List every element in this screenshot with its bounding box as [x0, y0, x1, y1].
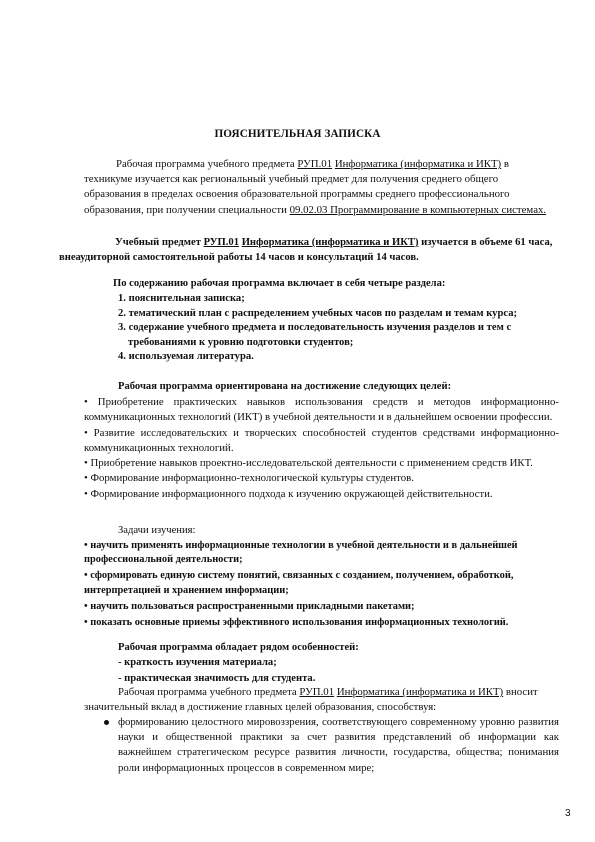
specialty-name: 09.02.03 Программирование в компьютерных системах. — [289, 203, 547, 216]
page-title: ПОЯСНИТЕЛЬНАЯ ЗАПИСКА — [214, 128, 381, 140]
intro-text-2: в техникуме изучается как региональный учебный предмет для получения среднего общего образования в пределах освоения образовательной программы среднего профессионального образования, при получении специальности — [84, 158, 510, 216]
features-list — [118, 655, 558, 687]
sections-list — [118, 292, 558, 365]
list-item: • Приобретение практических навыков использования средств и методов информационно-коммуникационных технологий (ИКТ) в учебной деятельности и в дальнейшем освоении профессии. — [84, 396, 559, 424]
goals-heading: Рабочая программа ориентирована на достижение следующих целей: — [118, 381, 452, 392]
list-item: • сформировать единую систему понятий, связанных с созданием, получением, обработкой, интерпретацией и хранением информации; — [84, 570, 514, 596]
list-item: • Развитие исследовательских и творческих способностей студентов средствами информационно-коммуникационных технологий. — [84, 426, 559, 454]
volume-paragraph: Учебный предмет РУП.01 Информатика (информатика и ИКТ) изучается в объеме 61 часа, внеаудиторной самостоятельной работы 14 часов и консультаций 14 часов. — [59, 237, 553, 263]
list-item: • Формирование информационно-технологической культуры студентов. — [84, 472, 414, 485]
list-item: • Формирование информационного подхода к изучению окружающей действительности. — [84, 487, 493, 500]
list-item: - краткость изучения материала; — [118, 657, 277, 668]
subject-name: Информатика (информатика и ИКТ) — [334, 158, 502, 170]
list-item: • научить пользоваться распространенными прикладными пакетами; — [84, 600, 415, 612]
list-item: требованиями к уровню подготовки студентов; — [128, 336, 354, 348]
contribution-subject-name: Информатика (информатика и ИКТ) — [336, 686, 504, 698]
intro-text-1: Рабочая программа учебного предмета — [116, 158, 298, 170]
contribution-subject-code: РУП.01 — [299, 686, 335, 698]
list-item: • научить применять информационные технологии в учебной деятельности и в дальнейшей профессиональной деятельности; — [84, 540, 518, 566]
content-heading: По содержанию рабочая программа включает в себя четыре раздела: — [113, 278, 446, 289]
page-number: 3 — [565, 808, 571, 819]
list-item: 4. используемая литература. — [118, 351, 254, 363]
list-item: • Приобретение навыков проектно-исследовательской деятельности с применением средств ИКТ. — [84, 457, 533, 470]
subject-code: РУП.01 — [297, 158, 333, 170]
contribution-paragraph: Рабочая программа учебного предмета РУП.01 Информатика (информатика и ИКТ) вносит значительный вклад в достижение главных целей образования, способствуя: — [84, 686, 538, 714]
list-item: 1. пояснительная записка; — [118, 293, 245, 304]
tasks-heading: Задачи изучения: — [118, 525, 196, 536]
intro-paragraph — [84, 157, 554, 218]
volume-hours-text: изучается в объеме 61 часа, внеаудиторной самостоятельной работы 14 часов и консультаций 14 часов. — [59, 237, 553, 263]
list-item: • показать основные приемы эффективного использования информационных технологий. — [84, 617, 509, 629]
volume-subject-name: Информатика (информатика и ИКТ) — [241, 237, 419, 248]
list-item: - практическая значимость для студента. — [118, 673, 316, 684]
list-item: 2. тематический план с распределением учебных часов по разделам и темам курса; — [118, 307, 518, 319]
goals-list — [84, 395, 559, 502]
tasks-list — [84, 539, 559, 632]
list-item: формированию целостного мировоззрения, соответствующего современному уровню развития науки и общественной практики за счет развития представлений об информации как важнейшем стратегическом ресурсе развития личности, государства, общества; понимания роли информационных процессов в современном мире; — [104, 715, 559, 776]
features-heading: Рабочая программа обладает рядом особенностей: — [118, 642, 359, 653]
list-item: 3. содержание учебного предмета и последовательность изучения разделов и тем с — [118, 322, 512, 334]
contribution-list — [104, 715, 559, 776]
bullet-icon — [104, 720, 109, 725]
volume-subject-code: РУП.01 — [203, 237, 240, 248]
